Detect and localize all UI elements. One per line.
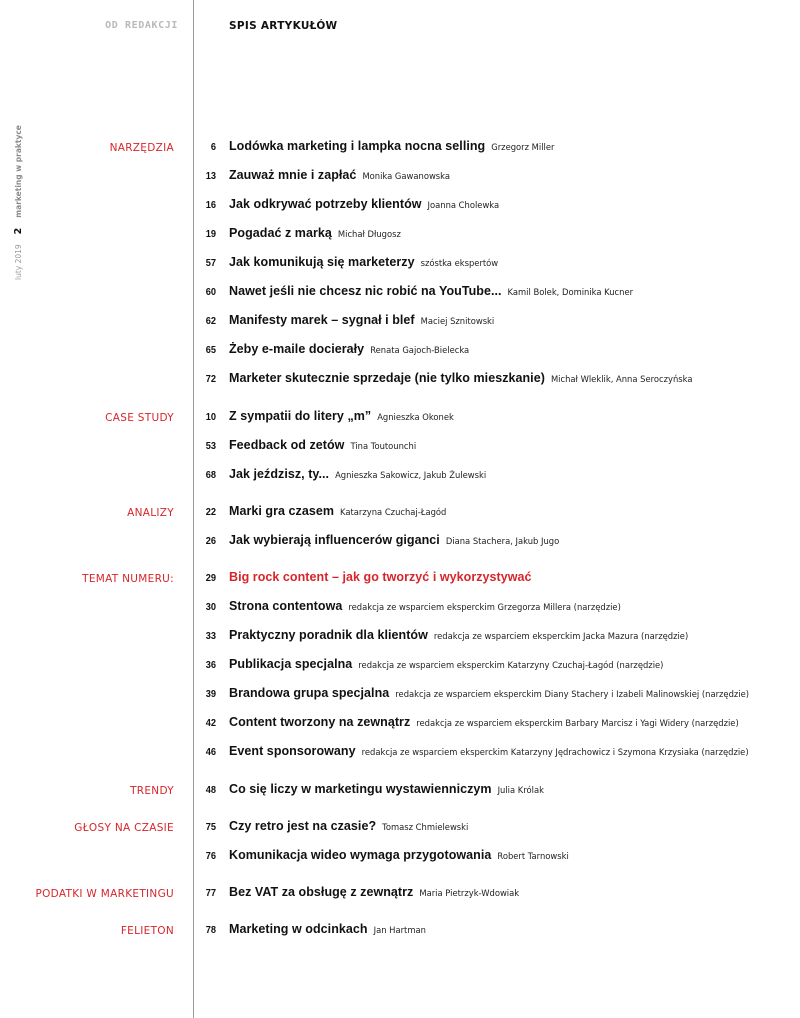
toc-entry[interactable] bbox=[200, 715, 739, 733]
entry-title: Pogadać z marką bbox=[229, 226, 332, 240]
toc-entry[interactable] bbox=[200, 533, 559, 551]
header-od-redakcji[interactable]: OD REDAKCJI bbox=[105, 20, 178, 31]
entry-author: redakcja ze wsparciem eksperckim Barbary Marcisz i Yagi Widery (narzędzie) bbox=[416, 718, 739, 728]
entry-author: Tina Toutounchi bbox=[350, 441, 417, 451]
entry-author: redakcja ze wsparciem ekspercki​m Grzegorza Millera (narzędzie) bbox=[348, 602, 621, 612]
entry-title: Nawet jeśli nie chcesz nic robić na YouTube... bbox=[229, 284, 502, 298]
entry-page: 68 bbox=[205, 469, 216, 481]
toc-entry[interactable] bbox=[200, 922, 426, 940]
entry-title: Publikacja specjalna bbox=[229, 657, 353, 671]
entry-page: 78 bbox=[205, 924, 216, 936]
entry-author: redakcja ze wsparciem eksperckim Katarzyny Czuchaj-Łagód (narzędzie) bbox=[358, 660, 664, 670]
issue-date: luty 2019 bbox=[14, 244, 23, 280]
entry-page: 39 bbox=[205, 688, 216, 700]
entry-author: Diana Stachera, Jakub Jugo bbox=[445, 536, 560, 546]
entry-title: Jak jeździsz, ty... bbox=[229, 467, 330, 481]
entry-page: 13 bbox=[205, 170, 216, 182]
magazine-name: marketing w praktyce bbox=[14, 125, 23, 218]
entry-page: 65 bbox=[205, 344, 216, 356]
category-glosy-na-czasie: GŁOSY NA CZASIE bbox=[74, 822, 174, 834]
toc-entry[interactable] bbox=[200, 819, 468, 837]
toc-entry[interactable] bbox=[200, 504, 446, 522]
entry-author: Katarzyna Czuchaj-Łagód bbox=[340, 507, 447, 517]
entry-title: Co się liczy w marketingu wystawienniczym bbox=[229, 782, 492, 796]
entry-author: Grzegorz Miller bbox=[491, 142, 555, 152]
entry-page: 6 bbox=[210, 141, 216, 153]
page-number: 2 bbox=[13, 227, 24, 235]
entry-author: Agnieszka Sakowicz, Jakub Żulewski bbox=[335, 470, 487, 480]
entry-page: 57 bbox=[205, 257, 216, 269]
entry-title: Jak wybierają influencerów giganci bbox=[229, 533, 440, 547]
entry-author: Maria Pietrzyk-Wdowiak bbox=[419, 888, 520, 898]
entry-page: 72 bbox=[205, 373, 216, 385]
entry-page: 75 bbox=[205, 821, 216, 833]
entry-author: redakcja ze wsparciem eksperckim Jacka Mazura (narzędzie) bbox=[433, 631, 689, 641]
entry-page: 36 bbox=[205, 659, 216, 671]
entry-page: 19 bbox=[205, 228, 216, 240]
entry-author: szóstka ekspertów bbox=[420, 258, 499, 268]
entry-author: Joanna Cholewka bbox=[427, 200, 500, 210]
category-temat-numeru: TEMAT NUMERU: bbox=[82, 573, 174, 585]
entry-author: Agnieszka Okonek bbox=[377, 412, 454, 422]
entry-page: 33 bbox=[205, 630, 216, 642]
category-felieton: FELIETON bbox=[120, 925, 174, 937]
entry-title: Marketer skutecznie sprzedaje (nie tylko mieszkanie) bbox=[229, 371, 545, 385]
toc-entry[interactable] bbox=[200, 885, 519, 903]
entry-page: 53 bbox=[205, 440, 216, 452]
entry-title: Big rock content – jak go tworzyć i wykorzystywać bbox=[229, 570, 532, 584]
entry-title: Praktyczny poradnik dla klientów bbox=[229, 628, 428, 642]
toc-entry[interactable] bbox=[200, 686, 749, 704]
toc-entry[interactable] bbox=[200, 255, 498, 273]
entry-author: Tomasz Chmielewski bbox=[382, 822, 469, 832]
entry-author: Renata Gajoch-Bielecka bbox=[370, 345, 470, 355]
toc-entry[interactable] bbox=[200, 467, 486, 485]
entry-title: Marki gra czasem bbox=[229, 504, 335, 518]
entry-page: 22 bbox=[205, 506, 216, 518]
entry-author: Robert Tarnowski bbox=[497, 851, 569, 861]
entry-author: Monika Gawanowska bbox=[362, 171, 451, 181]
category-case-study: CASE STUDY bbox=[105, 412, 174, 424]
entry-author: redakcja ze wsparciem eksperckim Katarzyny Jędrachowicz i Szymona Krzysiaka (narzędzie) bbox=[361, 747, 749, 757]
toc-entry[interactable] bbox=[200, 197, 499, 215]
entry-title: Jak odkrywać potrzeby klientów bbox=[229, 197, 422, 211]
entry-author: Julia Królak bbox=[497, 785, 544, 795]
entry-page: 16 bbox=[205, 199, 216, 211]
vertical-divider bbox=[193, 0, 194, 1018]
entry-author: Kamil Bolek, Dominika Kucner bbox=[507, 287, 634, 297]
entry-page: 77 bbox=[205, 887, 216, 899]
entry-title: Zauważ mnie i zapłać bbox=[229, 168, 357, 182]
entry-page: 29 bbox=[205, 572, 216, 584]
entry-title: Manifesty marek – sygnał i blef bbox=[229, 313, 415, 327]
entry-title: Marketing w odcinkach bbox=[229, 922, 368, 936]
entry-title: Z sympatii do litery „m” bbox=[229, 409, 372, 423]
category-narzedzia: NARZĘDZIA bbox=[109, 142, 174, 154]
entry-title: Jak komunikują się marketerzy bbox=[229, 255, 415, 269]
entry-title: Komunikacja wideo wymaga przygotowania bbox=[229, 848, 492, 862]
entry-author: redakcja ze wsparciem eksperckim Diany Stachery i Izabeli Malinowskiej (narzędzie) bbox=[395, 689, 750, 699]
entry-page: 10 bbox=[205, 411, 216, 423]
toc-entry[interactable] bbox=[200, 628, 688, 646]
toc-entry[interactable] bbox=[200, 657, 663, 675]
toc-entry[interactable] bbox=[200, 848, 569, 866]
entry-title: Brandowa grupa specjalna bbox=[229, 686, 390, 700]
entry-title: Strona contentowa bbox=[229, 599, 343, 613]
entry-page: 26 bbox=[205, 535, 216, 547]
entry-title: Bez VAT za obsługę z zewnątrz bbox=[229, 885, 414, 899]
toc-entry[interactable] bbox=[200, 599, 621, 617]
toc-entry[interactable] bbox=[200, 226, 401, 244]
toc-entry[interactable] bbox=[200, 409, 454, 427]
category-analizy: ANALIZY bbox=[127, 507, 174, 519]
toc-entry[interactable] bbox=[200, 782, 544, 800]
entry-title: Content tworzony na zewnątrz bbox=[229, 715, 411, 729]
toc-entry[interactable] bbox=[200, 371, 692, 389]
entry-author: Maciej Sznitowski bbox=[420, 316, 495, 326]
category-trendy: TRENDY bbox=[130, 785, 174, 797]
toc-entry[interactable] bbox=[200, 168, 450, 186]
entry-page: 60 bbox=[205, 286, 216, 298]
header-spis-artykulow: SPIS ARTYKUŁÓW bbox=[229, 20, 338, 32]
entry-author: Michał Wleklik, Anna Seroczyńska bbox=[550, 374, 693, 384]
entry-page: 62 bbox=[205, 315, 216, 327]
entry-page: 30 bbox=[205, 601, 216, 613]
toc-entry[interactable] bbox=[200, 342, 469, 360]
entry-title: Event sponsorowany bbox=[229, 744, 356, 758]
toc-entry-featured[interactable] bbox=[200, 570, 532, 588]
toc-entry[interactable] bbox=[200, 284, 633, 302]
entry-author: Michał Długosz bbox=[337, 229, 401, 239]
entry-author: Jan Hartman bbox=[373, 925, 426, 935]
toc-entry[interactable] bbox=[200, 139, 554, 157]
entry-page: 76 bbox=[205, 850, 216, 862]
entry-title: Lodówka marketing i lampka nocna selling bbox=[229, 139, 486, 153]
entry-title: Żeby e-maile docierały bbox=[229, 342, 365, 356]
toc-entry[interactable] bbox=[200, 313, 494, 331]
category-podatki-w-marketingu: PODATKI W MARKETINGU bbox=[35, 888, 174, 900]
entry-page: 48 bbox=[205, 784, 216, 796]
toc-entry[interactable] bbox=[200, 744, 749, 762]
entry-page: 42 bbox=[205, 717, 216, 729]
entry-page: 46 bbox=[205, 746, 216, 758]
toc-entry[interactable] bbox=[200, 438, 416, 456]
entry-title: Feedback od zetów bbox=[229, 438, 345, 452]
entry-title: Czy retro jest na czasie? bbox=[229, 819, 377, 833]
side-running-head bbox=[12, 125, 26, 280]
